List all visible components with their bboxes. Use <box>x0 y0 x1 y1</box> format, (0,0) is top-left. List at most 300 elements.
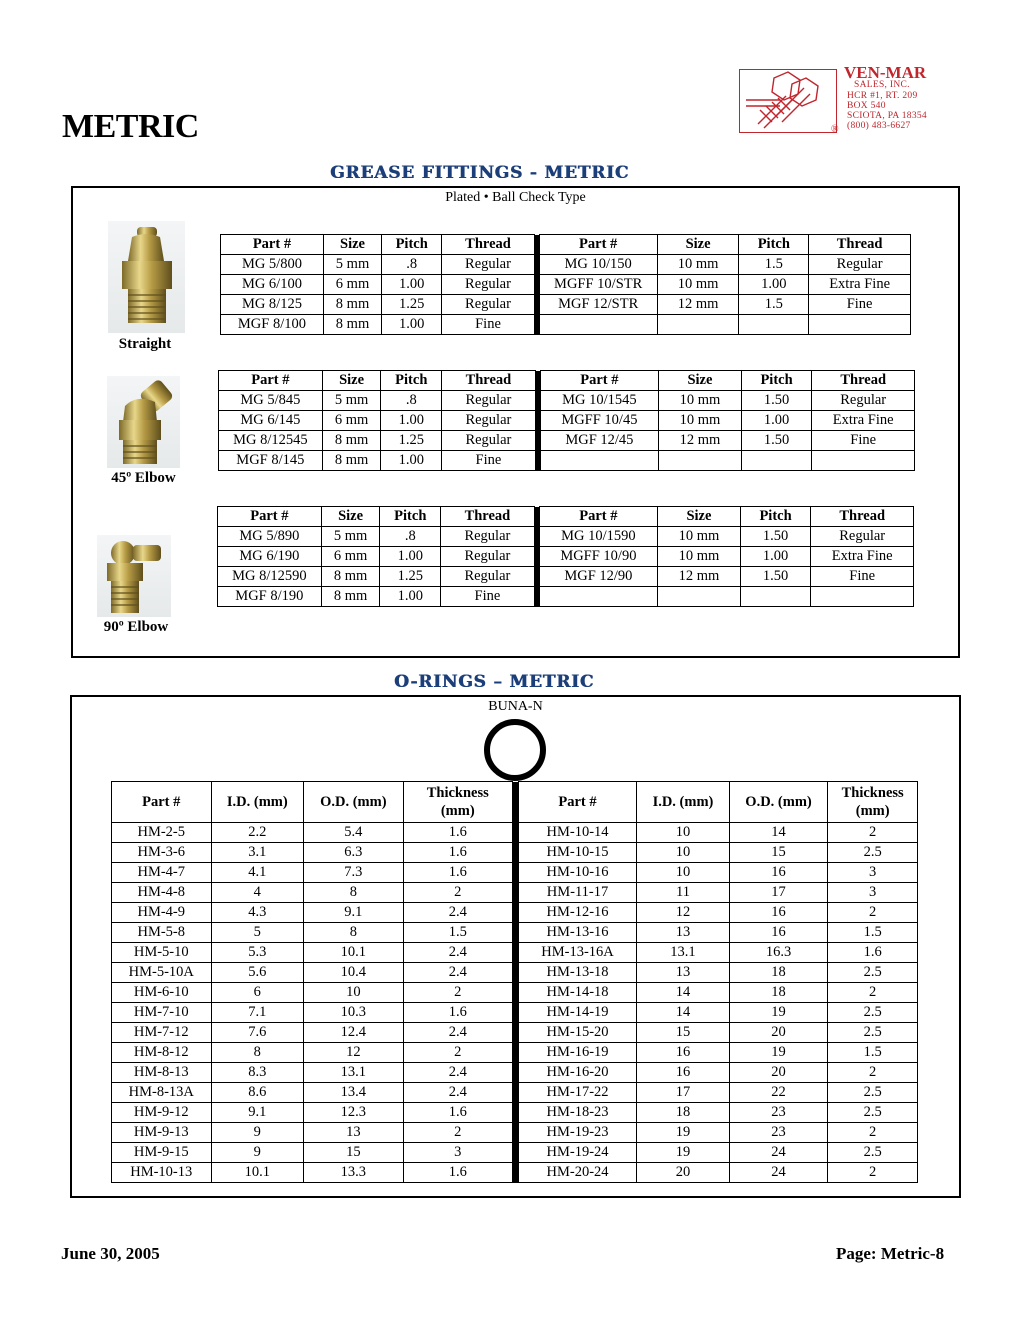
table-cell: 1.5 <box>828 923 918 943</box>
table-cell: HM-18-23 <box>518 1103 636 1123</box>
table-cell: HM-5-10A <box>112 963 212 983</box>
table-cell: 2.5 <box>828 1143 918 1163</box>
column-header: Part # <box>540 371 659 391</box>
table-cell: MGFF 10/45 <box>540 411 659 431</box>
table-cell: 12 mm <box>658 567 741 587</box>
table-cell: 18 <box>637 1103 730 1123</box>
table-cell: 20 <box>729 1063 828 1083</box>
table-cell: 2.2 <box>211 823 304 843</box>
table-cell: 8.3 <box>211 1063 304 1083</box>
table-cell: 19 <box>637 1143 730 1163</box>
table-cell: 1.6 <box>403 863 512 883</box>
table-cell: HM-5-8 <box>112 923 212 943</box>
table-row <box>112 1103 918 1123</box>
table-row <box>112 1143 918 1163</box>
table-cell: HM-9-12 <box>112 1103 212 1123</box>
table-cell: 12.3 <box>304 1103 404 1123</box>
grease-subtitle: Plated • Ball Check Type <box>445 190 586 205</box>
table-cell: 17 <box>729 883 828 903</box>
table-cell: 10 mm <box>658 547 741 567</box>
table-cell: 15 <box>637 1023 730 1043</box>
table-cell: 1.00 <box>381 411 442 431</box>
table-cell: HM-5-10 <box>112 943 212 963</box>
table-cell: 1.00 <box>740 547 811 567</box>
table-cell: 1.00 <box>382 315 442 335</box>
table-cell: 8 mm <box>323 295 381 315</box>
table-cell: 1.50 <box>741 431 812 451</box>
table-row <box>218 527 914 547</box>
table-cell: 5.6 <box>211 963 304 983</box>
table-cell: 10 mm <box>657 255 739 275</box>
table-cell: Regular <box>441 527 535 547</box>
table-cell: 2 <box>828 903 918 923</box>
table-cell: 8 mm <box>321 587 380 607</box>
table-cell: 1.00 <box>741 411 812 431</box>
table-cell: HM-11-17 <box>518 883 636 903</box>
table-cell: MG 10/1590 <box>539 527 658 547</box>
elbow-90-label: 90º Elbow <box>103 619 169 635</box>
table-cell: HM-13-18 <box>518 963 636 983</box>
table-cell: HM-16-20 <box>518 1063 636 1083</box>
table-cell: HM-10-14 <box>518 823 636 843</box>
table-cell: 1.6 <box>403 843 512 863</box>
table-cell: MG 5/890 <box>218 527 322 547</box>
table-cell: HM-7-10 <box>112 1003 212 1023</box>
table-cell: 12.4 <box>304 1023 404 1043</box>
column-header: Pitch <box>741 371 812 391</box>
table-cell <box>659 451 742 471</box>
table-cell: HM-13-16A <box>518 943 636 963</box>
table-cell: HM-15-20 <box>518 1023 636 1043</box>
table-row <box>221 315 911 335</box>
table-cell: HM-20-24 <box>518 1163 636 1183</box>
table-cell: 20 <box>729 1023 828 1043</box>
table-cell: 1.00 <box>382 275 442 295</box>
table-cell <box>658 587 741 607</box>
table-cell: 13.1 <box>637 943 730 963</box>
table-cell: 5.3 <box>211 943 304 963</box>
table-cell: 4.3 <box>211 903 304 923</box>
table-cell: HM-14-19 <box>518 1003 636 1023</box>
table-cell: 8 mm <box>322 451 381 471</box>
table-cell: 8 mm <box>323 315 381 335</box>
table-cell: 2 <box>828 1163 918 1183</box>
table-row <box>112 1003 918 1023</box>
table-cell: 8 mm <box>321 567 380 587</box>
table-cell: HM-2-5 <box>112 823 212 843</box>
table-cell: 1.6 <box>403 1003 512 1023</box>
table-row <box>112 1163 918 1183</box>
table-cell: HM-19-23 <box>518 1123 636 1143</box>
table-cell: 2.5 <box>828 1023 918 1043</box>
table-cell: MG 6/145 <box>219 411 323 431</box>
table-cell: 10 mm <box>659 411 742 431</box>
table-cell: 14 <box>729 823 828 843</box>
table-cell <box>740 587 811 607</box>
table-row <box>112 903 918 923</box>
table-cell: 2.5 <box>828 843 918 863</box>
table-cell: 1.50 <box>740 527 811 547</box>
table-cell: 12 <box>637 903 730 923</box>
table-cell: 5.4 <box>304 823 404 843</box>
table-cell: 7.6 <box>211 1023 304 1043</box>
orings-table <box>111 781 918 1183</box>
header-row <box>219 371 915 391</box>
table-cell: 2.4 <box>403 963 512 983</box>
header-row <box>221 235 911 255</box>
column-header-thickness <box>403 782 512 823</box>
table-cell: 19 <box>729 1003 828 1023</box>
logo-bolt-graphic <box>739 69 837 133</box>
table-cell: 12 mm <box>659 431 742 451</box>
table-cell: 3 <box>828 863 918 883</box>
table-cell: 2.5 <box>828 1083 918 1103</box>
table-cell <box>812 451 915 471</box>
table-cell: 7.3 <box>304 863 404 883</box>
table-cell: Fine <box>441 587 535 607</box>
table-cell: 4 <box>211 883 304 903</box>
table-cell: 15 <box>729 843 828 863</box>
table-cell: HM-7-12 <box>112 1023 212 1043</box>
table-cell <box>539 315 657 335</box>
elbow-45-fittings-table <box>218 370 915 471</box>
table-cell: Regular <box>442 255 535 275</box>
table-cell: 5 mm <box>322 391 381 411</box>
table-cell: 20 <box>637 1163 730 1183</box>
table-cell: Extra Fine <box>811 547 914 567</box>
table-cell: Regular <box>442 431 536 451</box>
table-row <box>219 451 915 471</box>
table-cell: 2 <box>828 983 918 1003</box>
table-cell: 13.1 <box>304 1063 404 1083</box>
table-cell: 1.5 <box>739 295 809 315</box>
column-header: Size <box>321 507 380 527</box>
table-cell: 23 <box>729 1123 828 1143</box>
table-cell <box>540 451 659 471</box>
logo-line: (800) 483-6627 <box>847 121 911 131</box>
table-cell: 6 mm <box>323 275 381 295</box>
table-cell: Regular <box>442 295 535 315</box>
table-cell: HM-4-9 <box>112 903 212 923</box>
table-row <box>112 823 918 843</box>
table-cell: 3 <box>403 1143 512 1163</box>
table-cell: 2.5 <box>828 1103 918 1123</box>
logo-line: SALES, INC. <box>854 80 910 90</box>
column-header: Thread <box>442 235 535 255</box>
table-cell: 5 mm <box>321 527 380 547</box>
table-cell: MG 6/100 <box>221 275 324 295</box>
table-row <box>112 963 918 983</box>
table-cell: MGFF 10/90 <box>539 547 658 567</box>
table-cell: Extra Fine <box>812 411 915 431</box>
table-cell: Extra Fine <box>809 275 911 295</box>
table-cell: 4.1 <box>211 863 304 883</box>
table-cell: 8.6 <box>211 1083 304 1103</box>
table-cell <box>811 587 914 607</box>
table-cell: 1.00 <box>380 547 441 567</box>
table-cell: 2.4 <box>403 1023 512 1043</box>
table-cell: 10 <box>637 823 730 843</box>
table-cell: Fine <box>811 567 914 587</box>
table-cell: 6 mm <box>321 547 380 567</box>
table-cell: HM-10-13 <box>112 1163 212 1183</box>
column-header: I.D. (mm) <box>637 782 730 823</box>
elbow-45-fitting-image <box>107 376 180 468</box>
table-cell: MG 5/800 <box>221 255 324 275</box>
table-cell: .8 <box>381 391 442 411</box>
table-cell: 6.3 <box>304 843 404 863</box>
table-cell: MG 10/1545 <box>540 391 659 411</box>
table-cell: 2.5 <box>828 963 918 983</box>
table-row <box>221 295 911 315</box>
table-row <box>112 1063 918 1083</box>
table-cell: 23 <box>729 1103 828 1123</box>
table-cell: 7.1 <box>211 1003 304 1023</box>
table-cell: MG 6/190 <box>218 547 322 567</box>
table-cell: 10 <box>637 843 730 863</box>
table-cell: 14 <box>637 1003 730 1023</box>
table-cell: 13 <box>637 923 730 943</box>
table-cell: 1.6 <box>403 823 512 843</box>
table-cell: 10.3 <box>304 1003 404 1023</box>
table-cell: 8 <box>304 923 404 943</box>
table-row <box>112 943 918 963</box>
table-cell: 3.1 <box>211 843 304 863</box>
column-header: Size <box>659 371 742 391</box>
table-cell: 1.25 <box>381 431 442 451</box>
table-cell: 1.00 <box>381 451 442 471</box>
table-cell: 8 mm <box>322 431 381 451</box>
table-cell: 2 <box>403 1123 512 1143</box>
table-cell: 2 <box>828 1063 918 1083</box>
table-cell: 13.3 <box>304 1163 404 1183</box>
table-cell: MGF 8/190 <box>218 587 322 607</box>
table-row <box>218 567 914 587</box>
table-cell: 13 <box>637 963 730 983</box>
logo-name: VEN-MAR <box>844 63 927 82</box>
table-cell: HM-12-16 <box>518 903 636 923</box>
table-cell: 1.5 <box>739 255 809 275</box>
table-cell: 12 mm <box>657 295 739 315</box>
table-cell: 3 <box>828 883 918 903</box>
table-cell: MG 10/150 <box>539 255 657 275</box>
table-cell: 9.1 <box>304 903 404 923</box>
table-cell: HM-8-13A <box>112 1083 212 1103</box>
column-header: Pitch <box>382 235 442 255</box>
table-cell: HM-17-22 <box>518 1083 636 1103</box>
registered-mark: ® <box>831 124 839 135</box>
table-cell: 2 <box>828 1123 918 1143</box>
table-cell: 13.4 <box>304 1083 404 1103</box>
table-cell <box>657 315 739 335</box>
column-header: Size <box>323 235 381 255</box>
column-header: Part # <box>539 235 657 255</box>
table-cell: 8 <box>211 1043 304 1063</box>
table-cell: HM-10-15 <box>518 843 636 863</box>
table-cell: Fine <box>442 315 535 335</box>
table-cell: 13 <box>304 1123 404 1143</box>
table-cell: 5 <box>211 923 304 943</box>
column-header-thickness <box>828 782 918 823</box>
table-cell: 2.4 <box>403 1083 512 1103</box>
logo-line: BOX 540 <box>847 101 886 111</box>
table-cell: 2 <box>403 983 512 1003</box>
table-cell: 24 <box>729 1163 828 1183</box>
page-title: METRIC <box>62 108 199 145</box>
table-row <box>221 255 911 275</box>
orings-section-title: O-RINGS – METRIC <box>394 672 595 692</box>
table-cell: Regular <box>812 391 915 411</box>
column-header: Part # <box>219 371 323 391</box>
table-cell: Regular <box>441 567 535 587</box>
table-row <box>112 863 918 883</box>
table-cell <box>809 315 911 335</box>
column-header: Thread <box>812 371 915 391</box>
column-header: Part # <box>539 507 658 527</box>
column-header: Size <box>322 371 381 391</box>
table-cell: 16.3 <box>729 943 828 963</box>
column-header: Size <box>657 235 739 255</box>
table-cell: 1.6 <box>403 1103 512 1123</box>
header-line: (mm) <box>440 803 475 819</box>
o-ring-icon <box>484 719 546 781</box>
company-logo <box>737 63 967 139</box>
table-row <box>112 923 918 943</box>
table-cell: HM-16-19 <box>518 1043 636 1063</box>
table-cell: HM-9-13 <box>112 1123 212 1143</box>
table-cell: 1.50 <box>740 567 811 587</box>
table-cell: 14 <box>637 983 730 1003</box>
table-cell: 10 <box>304 983 404 1003</box>
table-cell: 1.25 <box>382 295 442 315</box>
table-row <box>219 411 915 431</box>
table-cell: MG 8/125 <box>221 295 324 315</box>
table-cell: 1.00 <box>739 275 809 295</box>
table-row <box>219 391 915 411</box>
table-row <box>112 1123 918 1143</box>
header-line: Thickness <box>426 785 489 801</box>
column-header: Pitch <box>740 507 811 527</box>
logo-line: SCIOTA, PA 18354 <box>847 111 927 121</box>
table-cell: MGF 12/90 <box>539 567 658 587</box>
column-header: Part # <box>518 782 636 823</box>
table-cell: HM-10-16 <box>518 863 636 883</box>
column-header: O.D. (mm) <box>729 782 828 823</box>
table-cell: 16 <box>729 923 828 943</box>
table-cell: 10 mm <box>659 391 742 411</box>
table-cell: 1.6 <box>828 943 918 963</box>
table-cell: MG 8/12545 <box>219 431 323 451</box>
footer-page: Page: Metric-8 <box>836 1244 945 1263</box>
table-cell: 18 <box>729 963 828 983</box>
table-cell: Regular <box>441 547 535 567</box>
table-cell: 16 <box>637 1063 730 1083</box>
column-header: Part # <box>112 782 212 823</box>
table-cell <box>741 451 812 471</box>
table-cell: Fine <box>812 431 915 451</box>
table-cell: HM-6-10 <box>112 983 212 1003</box>
header-row <box>218 507 914 527</box>
elbow-90-fitting-image <box>97 535 171 617</box>
straight-fitting-image <box>108 221 185 333</box>
table-cell <box>739 315 809 335</box>
table-cell: 6 <box>211 983 304 1003</box>
column-header: Part # <box>221 235 324 255</box>
column-header: Thread <box>811 507 914 527</box>
table-cell: 1.6 <box>403 1163 512 1183</box>
column-header: Thread <box>441 507 535 527</box>
table-cell: HM-9-15 <box>112 1143 212 1163</box>
table-row <box>221 275 911 295</box>
table-row <box>112 1083 918 1103</box>
logo-line: HCR #1, RT. 209 <box>847 91 918 101</box>
table-cell: 6 mm <box>322 411 381 431</box>
table-cell: Fine <box>442 451 536 471</box>
table-cell: 9.1 <box>211 1103 304 1123</box>
table-cell: HM-8-13 <box>112 1063 212 1083</box>
column-header: Pitch <box>381 371 442 391</box>
table-cell: Regular <box>809 255 911 275</box>
straight-fittings-table <box>220 234 911 335</box>
column-header: Pitch <box>380 507 441 527</box>
table-cell: 5 mm <box>323 255 381 275</box>
table-cell: 2.4 <box>403 903 512 923</box>
column-header: Part # <box>218 507 322 527</box>
table-cell: Regular <box>442 275 535 295</box>
table-cell: HM-4-8 <box>112 883 212 903</box>
table-cell: HM-8-12 <box>112 1043 212 1063</box>
table-row <box>112 1043 918 1063</box>
table-cell: 10.1 <box>304 943 404 963</box>
straight-label: Straight <box>118 336 172 352</box>
table-row <box>218 587 914 607</box>
table-cell: MGF 12/STR <box>539 295 657 315</box>
orings-subtitle: BUNA-N <box>488 699 543 714</box>
table-cell: .8 <box>382 255 442 275</box>
table-cell: 18 <box>729 983 828 1003</box>
table-cell: MGF 12/45 <box>540 431 659 451</box>
table-row <box>219 431 915 451</box>
table-cell: HM-19-24 <box>518 1143 636 1163</box>
elbow-90-fittings-table <box>217 506 914 607</box>
table-cell: 10 <box>637 863 730 883</box>
table-cell: 9 <box>211 1143 304 1163</box>
table-cell: 16 <box>729 863 828 883</box>
table-cell: 10.1 <box>211 1163 304 1183</box>
table-cell: 10.4 <box>304 963 404 983</box>
table-cell: 1.5 <box>828 1043 918 1063</box>
table-cell: MGFF 10/STR <box>539 275 657 295</box>
header-line: (mm) <box>855 803 890 819</box>
table-cell: 1.25 <box>380 567 441 587</box>
table-cell: 2 <box>403 1043 512 1063</box>
table-cell: 15 <box>304 1143 404 1163</box>
table-cell: MGF 8/145 <box>219 451 323 471</box>
column-header: Size <box>658 507 741 527</box>
table-cell <box>539 587 658 607</box>
table-cell: 24 <box>729 1143 828 1163</box>
table-cell: 1.5 <box>403 923 512 943</box>
table-cell: 17 <box>637 1083 730 1103</box>
elbow-45-label: 45º Elbow <box>111 470 176 486</box>
table-row <box>112 983 918 1003</box>
header-line: Thickness <box>841 785 904 801</box>
table-cell: 19 <box>637 1123 730 1143</box>
header-row <box>112 782 918 823</box>
grease-section-title: GREASE FITTINGS - METRIC <box>330 163 630 183</box>
table-cell: 10 mm <box>658 527 741 547</box>
table-cell: MG 5/845 <box>219 391 323 411</box>
